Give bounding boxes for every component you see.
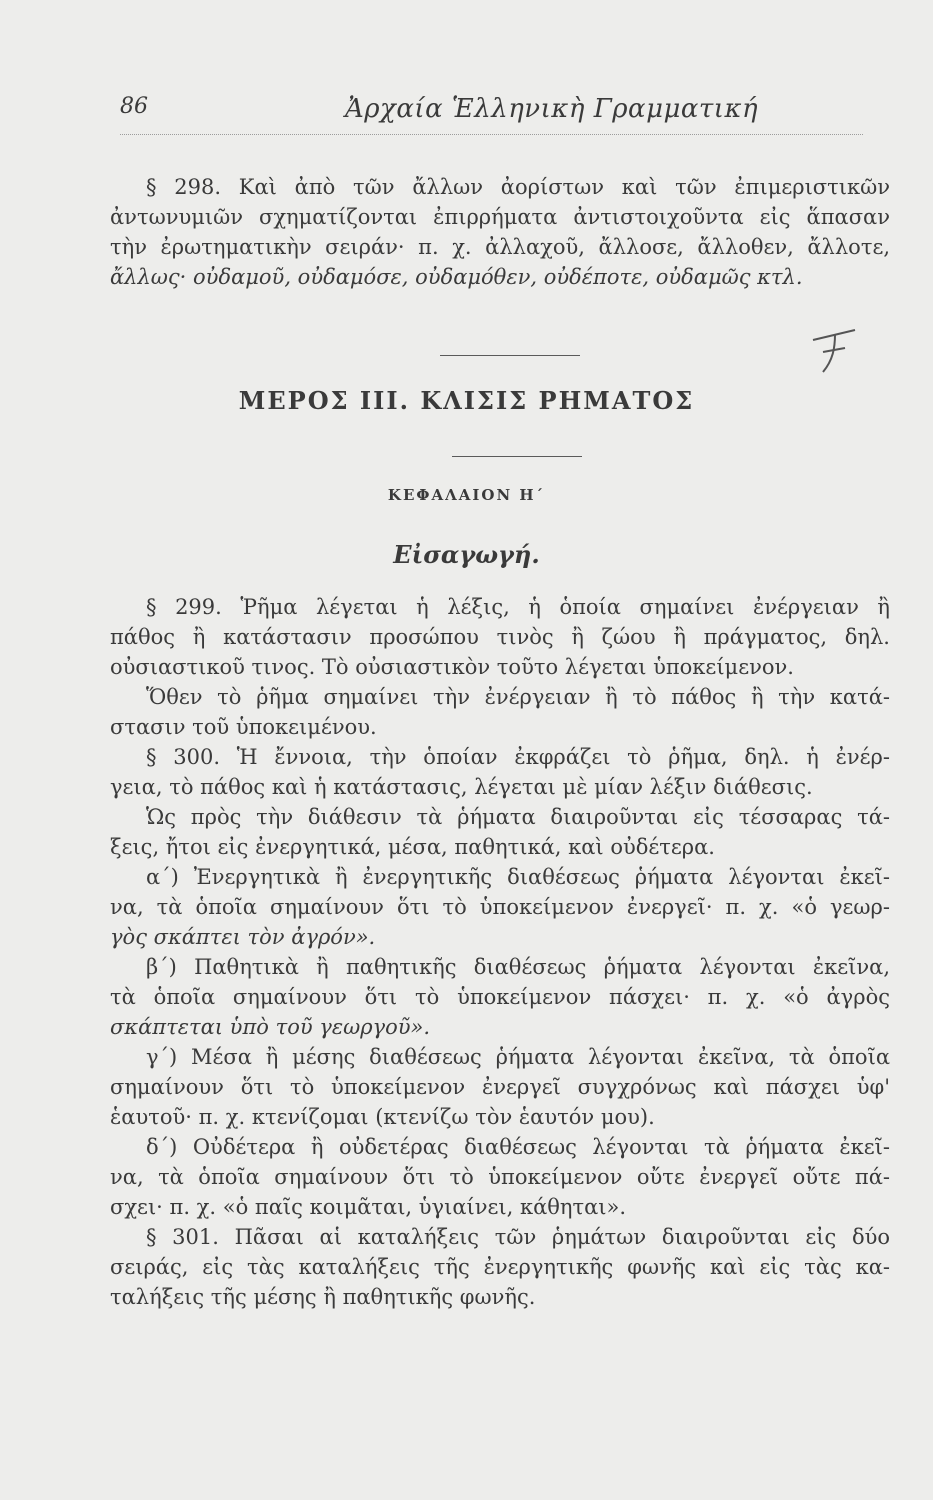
- handwritten-mark: [805, 318, 865, 378]
- body-text: [110, 592, 890, 1312]
- body-line: πάθος ἢ κατάστασιν προσώπου τινὸς ἢ ζώου ἢ πράγματος, δηλ.: [110, 625, 890, 649]
- body-line: δ΄) Οὐδέτερα ἢ οὐδετέρας διαθέσεως λέγονται τὰ ῥήματα ἐκεῖ-: [146, 1135, 890, 1159]
- running-title: Ἀρχαία Ἑλληνικὴ Γραμματική: [345, 94, 759, 124]
- chapter-title: ΚΕΦΑΛΑΙΟΝ Η΄: [387, 486, 546, 504]
- body-line: γ΄) Μέσα ἢ μέσης διαθέσεως ῥήματα λέγονται ἐκεῖνα, τὰ ὁποῖα: [146, 1045, 890, 1069]
- body-line: ταλήξεις τῆς μέσης ἢ παθητικῆς φωνῆς.: [110, 1285, 536, 1309]
- section-298-line: τὴν ἐρωτηματικὴν σειράν· π. χ. ἀλλαχοῦ, ἄλλοσε, ἄλλοθεν, ἄλλοτε,: [110, 235, 890, 259]
- body-line: γὸς σκάπτει τὸν ἀγρόν».: [110, 925, 376, 949]
- body-line: σχει· π. χ. «ὁ παῖς κοιμᾶται, ὑγιαίνει, κάθηται».: [110, 1195, 627, 1219]
- body-line: σημαίνουν ὅτι τὸ ὑποκείμενον ἐνεργεῖ συγχρόνως καὶ πάσχει ὑφ': [110, 1075, 890, 1099]
- body-line: οὐσιαστικοῦ τινος. Τὸ οὐσιαστικὸν τοῦτο λέγεται ὑποκείμενον.: [110, 655, 794, 679]
- body-line: § 301. Πᾶσαι αἱ καταλήξεις τῶν ῥημάτων διαιροῦνται εἰς δύο: [146, 1225, 890, 1249]
- body-line: ξεις, ἤτοι εἰς ἐνεργητικά, μέσα, παθητικά, καὶ οὐδέτερα.: [110, 835, 715, 859]
- section-298-line: § 298. Καὶ ἀπὸ τῶν ἄλλων ἀορίστων καὶ τῶν ἐπιμεριστικῶν: [146, 175, 890, 199]
- divider-rule: [440, 355, 580, 356]
- body-line: τὰ ὁποῖα σημαίνουν ὅτι τὸ ὑποκείμενον πάσχει· π. χ. «ὁ ἀγρὸς: [110, 985, 890, 1009]
- page-number: 86: [120, 94, 148, 119]
- body-line: σειράς, εἰς τὰς καταλήξεις τῆς ἐνεργητικῆς φωνῆς καὶ εἰς τὰς κα-: [110, 1255, 890, 1279]
- body-line: § 300. Ἡ ἔννοια, τὴν ὁποίαν ἐκφράζει τὸ ῥῆμα, δηλ. ἡ ἐνέρ-: [146, 745, 890, 769]
- section-298-line: ἄλλως· οὐδαμοῦ, οὐδαμόσε, οὐδαμόθεν, οὐδέποτε, οὐδαμῶς κτλ.: [110, 265, 803, 289]
- body-line: να, τὰ ὁποῖα σημαίνουν ὅτι τὸ ὑποκείμενον ἐνεργεῖ· π. χ. «ὁ γεωρ-: [110, 895, 890, 919]
- body-line: § 299. Ῥῆμα λέγεται ἡ λέξις, ἡ ὁποία σημαίνει ἐνέργειαν ἢ: [146, 595, 890, 619]
- body-line: α΄) Ἐνεργητικὰ ἢ ἐνεργητικῆς διαθέσεως ῥήματα λέγονται ἐκεῖ-: [146, 865, 890, 889]
- body-line: Ὅθεν τὸ ῥῆμα σημαίνει τὴν ἐνέργειαν ἢ τὸ πάθος ἢ τὴν κατά-: [146, 685, 890, 709]
- body-line: Ὡς πρὸς τὴν διάθεσιν τὰ ῥήματα διαιροῦνται εἰς τέσσαρας τά-: [146, 805, 890, 829]
- body-line: στασιν τοῦ ὑποκειμένου.: [110, 715, 377, 739]
- divider-rule: [452, 456, 582, 457]
- section-298: [110, 172, 890, 292]
- page-header: [120, 94, 863, 134]
- body-line: να, τὰ ὁποῖα σημαίνουν ὅτι τὸ ὑποκείμενον οὔτε ἐνεργεῖ οὔτε πά-: [110, 1165, 890, 1189]
- body-line: β΄) Παθητικὰ ἢ παθητικῆς διαθέσεως ῥήματα λέγονται ἐκεῖνα,: [146, 955, 890, 979]
- header-rule: [120, 134, 863, 135]
- section-subtitle: Εἰσαγωγή.: [393, 540, 540, 569]
- body-line: σκάπτεται ὑπὸ τοῦ γεωργοῦ».: [110, 1015, 431, 1039]
- body-line: γεια, τὸ πάθος καὶ ἡ κατάστασις, λέγεται μὲ μίαν λέξιν διάθεσις.: [110, 775, 813, 799]
- part-title: ΜΕΡΟΣ ΙΙΙ. ΚΛΙΣΙΣ ΡΗΜΑΤΟΣ: [238, 386, 695, 415]
- body-line: ἑαυτοῦ· π. χ. κτενίζομαι (κτενίζω τὸν ἑαυτόν μου).: [110, 1105, 655, 1129]
- section-298-line: ἀντωνυμιῶν σχηματίζονται ἐπιρρήματα ἀντιστοιχοῦντα εἰς ἅπασαν: [110, 205, 890, 229]
